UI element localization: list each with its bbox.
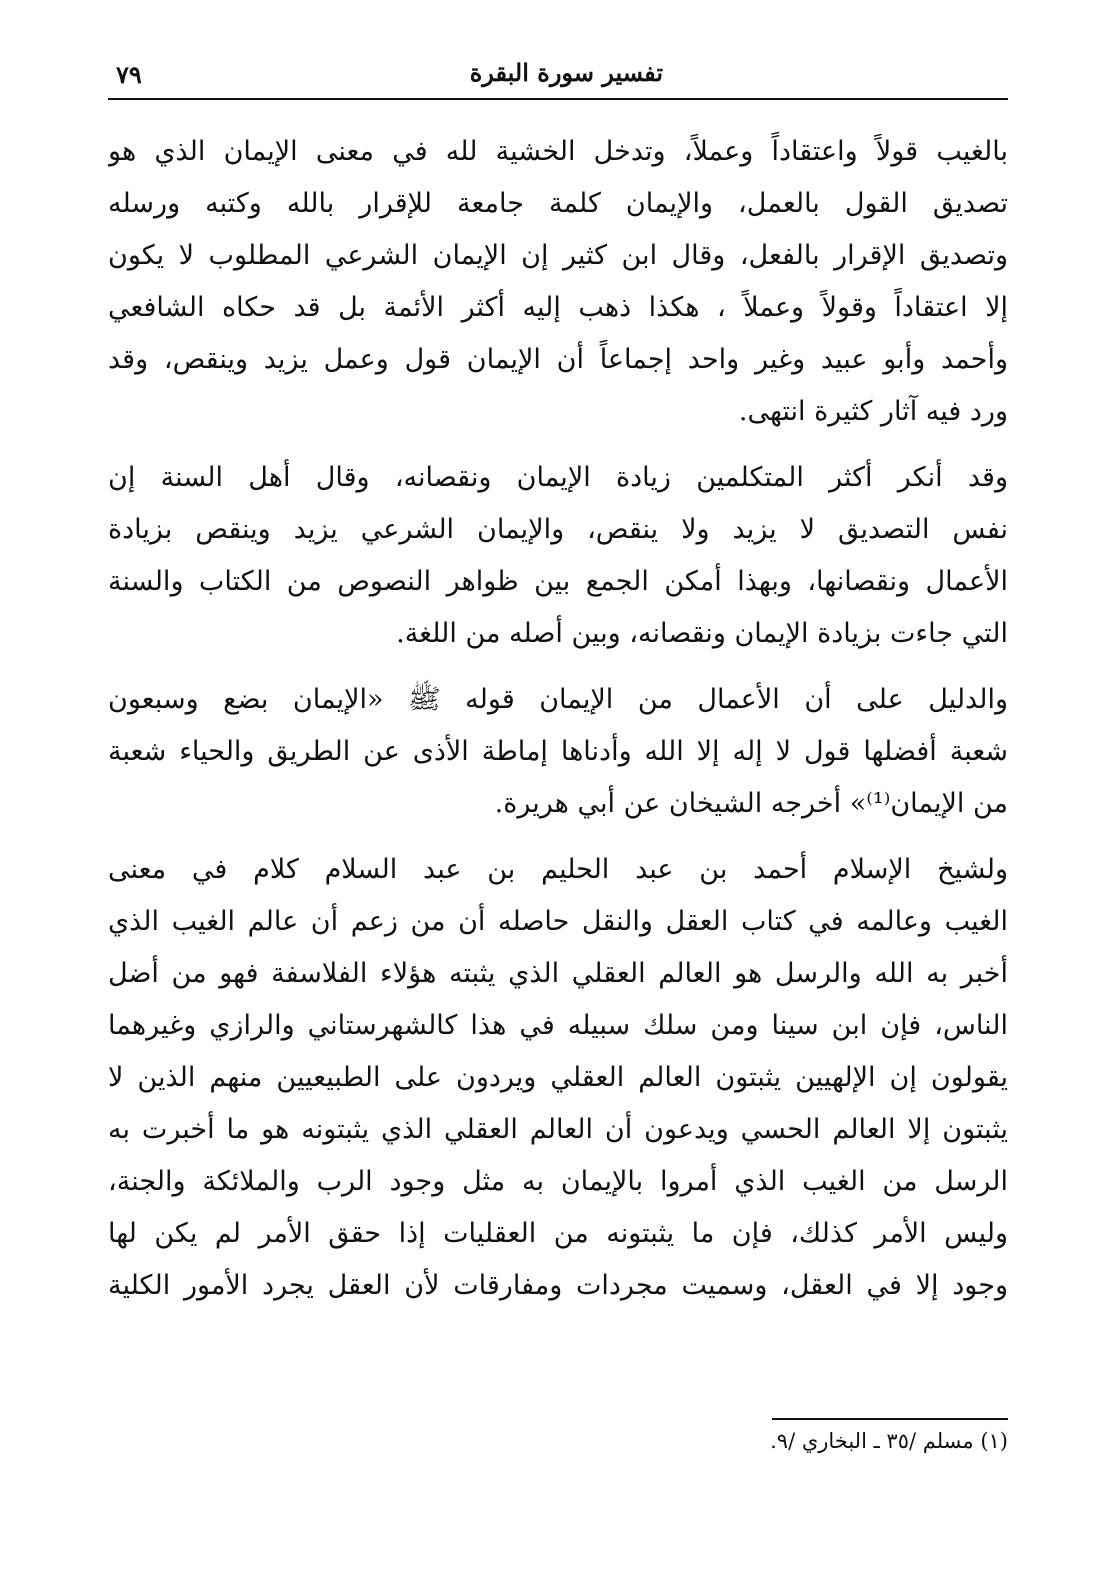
text-line: شعبة أفضلها قول لا إله إلا الله وأدناها إماطة الأذى عن الطريق والحياء شعبة bbox=[108, 736, 1008, 767]
page-header bbox=[108, 48, 1008, 100]
text-line: أخبر به الله والرسل هو العالم العقلي الذي يثبته هؤلاء الفلاسفة فهو من أضل bbox=[108, 958, 1008, 989]
paragraph bbox=[108, 452, 1008, 660]
header-rule bbox=[108, 98, 1008, 100]
paragraph-gap bbox=[108, 438, 1008, 452]
text-line: يثبتون إلا العالم الحسي ويدعون أن العالم العقلي الذي يثبتونه هو ما أخبرت به bbox=[108, 1114, 1008, 1145]
text-line: وأحمد وأبو عبيد وغير واحد إجماعاً أن الإيمان قول وعمل يزيد وينقص، وقد bbox=[108, 344, 1008, 375]
text-line: يقولون إن الإلهيين يثبتون العالم العقلي ويردون على الطبيعيين منهم الذين لا bbox=[108, 1062, 1008, 1093]
text-line: من الإيمان⁽¹⁾» أخرجه الشيخان عن أبي هريرة. bbox=[494, 788, 1008, 819]
text-line: وجود إلا في العقل، وسميت مجردات ومفارقات لأن العقل يجرد الأمور الكلية bbox=[108, 1270, 1008, 1301]
body-text bbox=[108, 126, 1008, 1312]
text-line: الغيب وعالمه في كتاب العقل والنقل حاصله أن من زعم أن عالم الغيب الذي bbox=[108, 906, 1008, 937]
text-line: الأعمال ونقصانها، وبهذا أمكن الجمع بين ظواهر النصوص من الكتاب والسنة bbox=[108, 566, 1008, 597]
text-line: والدليل على أن الأعمال من الإيمان قوله ﷺ «الإيمان بضع وسبعون bbox=[108, 684, 1008, 715]
text-line: الناس، فإن ابن سينا ومن سلك سبيله في هذا كالشهرستاني والرازي وغيرهما bbox=[108, 1010, 1008, 1041]
book-page bbox=[108, 48, 1008, 1548]
paragraph bbox=[108, 126, 1008, 438]
text-line: ورد فيه آثار كثيرة انتهى. bbox=[738, 396, 1008, 427]
text-line: الرسل من الغيب الذي أمروا بالإيمان به مثل وجود الرب والملائكة والجنة، bbox=[108, 1166, 1008, 1197]
text-line: وقد أنكر أكثر المتكلمين زيادة الإيمان ونقصانه، وقال أهل السنة إن bbox=[108, 462, 1008, 493]
paragraph-gap bbox=[108, 830, 1008, 844]
paragraph bbox=[108, 844, 1008, 1312]
text-line: تصديق القول بالعمل، والإيمان كلمة جامعة للإقرار بالله وكتبه ورسله bbox=[108, 188, 1008, 219]
footnote: (١) مسلم /٣٥ ـ البخاري /٩. bbox=[770, 1429, 1008, 1453]
text-line: وليس الأمر كذلك، فإن ما يثبتونه من العقليات إذا حقق الأمر لم يكن لها bbox=[108, 1218, 1008, 1249]
text-line: وتصديق الإقرار بالفعل، وقال ابن كثير إن الإيمان الشرعي المطلوب لا يكون bbox=[108, 240, 1008, 271]
running-title: تفسير سورة البقرة bbox=[469, 58, 663, 87]
text-line: إلا اعتقاداً وقولاً وعملاً ، هكذا ذهب إليه أكثر الأئمة بل قد حكاه الشافعي bbox=[108, 292, 1008, 323]
paragraph bbox=[108, 674, 1008, 830]
text-line: التي جاءت بزيادة الإيمان ونقصانه، وبين أصله من اللغة. bbox=[396, 618, 1008, 649]
footnote-rule bbox=[772, 1418, 1008, 1420]
page-number: ٧٩ bbox=[116, 60, 142, 89]
text-line: ولشيخ الإسلام أحمد بن عبد الحليم بن عبد السلام كلام في معنى bbox=[108, 854, 1008, 885]
text-line: بالغيب قولاً واعتقاداً وعملاً، وتدخل الخشية لله في معنى الإيمان الذي هو bbox=[108, 136, 1008, 167]
paragraph-gap bbox=[108, 660, 1008, 674]
text-line: نفس التصديق لا يزيد ولا ينقص، والإيمان الشرعي يزيد وينقص بزيادة bbox=[108, 514, 1008, 545]
